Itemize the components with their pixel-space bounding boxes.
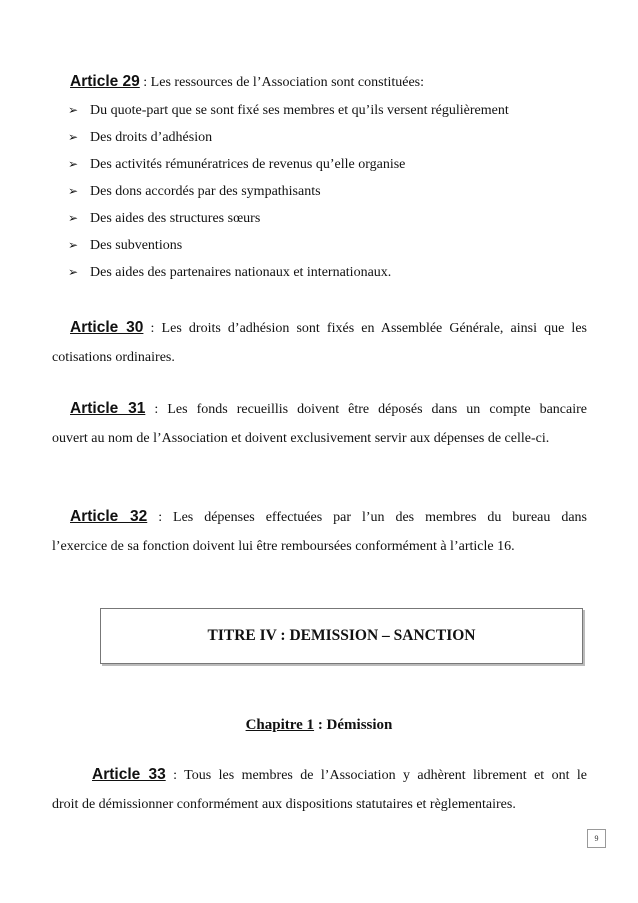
article-31-paragraph <box>52 394 587 453</box>
article-30-line1: : Les droits d’adhésion sont fixés en Assemblée Générale, ainsi que les <box>143 321 587 336</box>
article-32-text: l’exercice de sa fonction doivent lui être remboursées conformément à l’article 16. <box>52 539 515 554</box>
arrow-bullet-icon: ➢ <box>68 184 79 198</box>
section-title-box <box>100 608 583 664</box>
list-item: ➢ Des subventions <box>68 238 183 253</box>
chapter-heading <box>0 717 638 734</box>
article-29-intro: : Les ressources de l’Association sont constituées: <box>139 75 425 90</box>
article-31-label: Article 31 <box>70 400 146 417</box>
article-32-line1: : Les dépenses effectuées par l’un des membres du bureau dans <box>147 510 587 525</box>
article-33-paragraph <box>52 760 587 819</box>
list-item: ➢ Des aides des structures sœurs <box>68 211 261 226</box>
section-title: TITRE IV : DEMISSION – SANCTION <box>207 627 476 644</box>
arrow-bullet-icon: ➢ <box>68 103 79 117</box>
arrow-bullet-icon: ➢ <box>68 130 79 144</box>
article-30-text: cotisations ordinaires. <box>52 350 175 365</box>
arrow-bullet-icon: ➢ <box>68 265 79 279</box>
list-item: ➢ Des aides des partenaires nationaux et internationaux. <box>68 265 392 280</box>
chapter-title: : Démission <box>314 717 393 733</box>
arrow-bullet-icon: ➢ <box>68 157 79 171</box>
resources-list <box>68 101 509 290</box>
article-29-heading <box>70 73 424 91</box>
list-item: ➢ Des dons accordés par des sympathisants <box>68 184 321 199</box>
article-29-label: Article 29 <box>70 73 140 90</box>
article-33-line1: : Tous les membres de l’Association y adhèrent librement et ont le <box>165 768 587 783</box>
article-31-line1: : Les fonds recueillis doivent être déposés dans un compte bancaire <box>145 402 587 417</box>
chapter-label: Chapitre 1 <box>245 717 315 733</box>
list-item: ➢ Du quote-part que se sont fixé ses membres et qu’ils versent régulièrement <box>68 103 509 118</box>
article-33-text: droit de démissionner conformément aux dispositions statutaires et règlementaires. <box>52 797 516 812</box>
article-32-label: Article 32 <box>70 508 148 525</box>
article-30-label: Article 30 <box>70 319 144 336</box>
article-33-label: Article 33 <box>92 766 166 783</box>
arrow-bullet-icon: ➢ <box>68 211 79 225</box>
arrow-bullet-icon: ➢ <box>68 238 79 252</box>
article-30-paragraph <box>52 313 587 372</box>
list-item: ➢ Des activités rémunératrices de revenus qu’elle organise <box>68 157 406 172</box>
article-32-paragraph <box>52 502 587 561</box>
article-31-text: ouvert au nom de l’Association et doivent exclusivement servir aux dépenses de celle-ci. <box>52 431 550 446</box>
page-number: 9 <box>587 829 606 848</box>
list-item: ➢ Des droits d’adhésion <box>68 130 213 145</box>
